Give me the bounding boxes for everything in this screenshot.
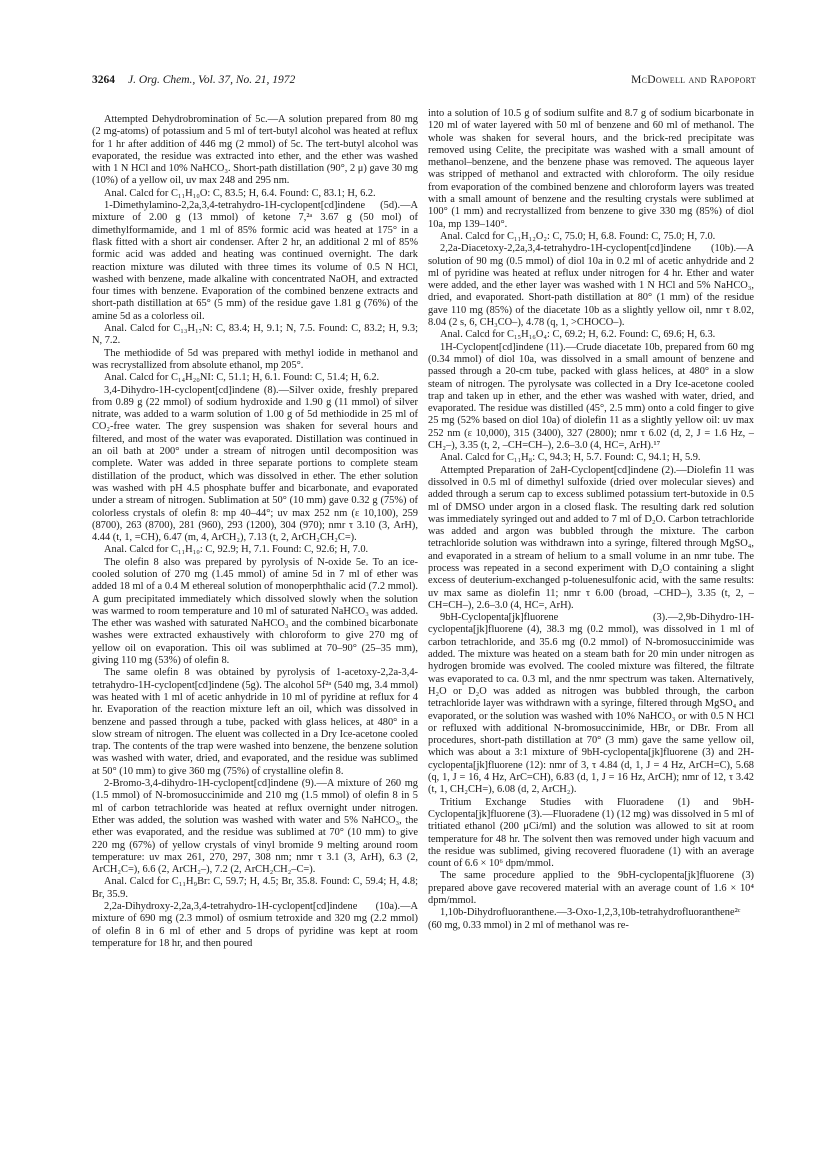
analysis-line: Anal. Calcd for C₁₁H₁₀: C, 92.9; H, 7.1. Found: C, 92.6; H, 7.0. <box>104 544 369 556</box>
paragraph: Attempted Preparation of 2aH-Cyclopent[cd]indene (2).—Diolefin 11 was dissolved in 0.5 ml of dimethyl sulfoxide (dried over molecular sieves) and added through a serum cap to excess sublimed potassium tert-butoxide in 0.5 ml of DMSO under argon in a closed flask. The resulting dark red solution was immediately syringed out and added to 7 ml of D₂O. Carbon tetrachloride was added and argon was bubbled through the mixture. The carbon tetrachloride solution was withdrawn into a syringe, filtered through MgSO₄, and evaporated in a stream of helium to a small volume in an nmr tube. The process was repeated in a second experiment with D₂O containing a slight excess of deuterium-exchanged p-toluenesulfonic acid, with the same results: uv max same as diolefin 11; nmr τ 6.00 (broad, –CHD–), 3.35 (t, 2, –CH=CH–), 2.6–3.0 (4, HC=, ArH). <box>428 464 754 611</box>
paragraph: The methiodide of 5d was prepared with methyl iodide in methanol and was recrystallized from absolute ethanol, mp 205°. <box>92 347 418 371</box>
page-number: 3264 <box>92 74 115 86</box>
running-header <box>92 74 756 92</box>
paragraph: 2,2a-Diacetoxy-2,2a,3,4-tetrahydro-1H-cyclopent[cd]indene (10b).—A solution of 90 mg (0.5 mmol) of diol 10a in 0.2 ml of acetic anhydride and 2 ml of pyridine was heated at reflux under nitrogen for 4 hr. Ether and water were added, and the ether layer was washed with 1 N HCl and 5% NaHCO₃, dried, and evaporated. Short-path distillation at 80° (1 mm) of the residue gave 110 mg (85%) of the diacetate 10b as a slightly yellow oil, nmr τ 8.02, 8.04 (2 s, 6, CH₃CO–), 4.78 (q, 1, >CHOCO–). <box>428 243 754 329</box>
analysis-line: Anal. Calcd for C₁₁H₁₀O: C, 83.5; H, 6.4. Found: C, 83.1; H, 6.2. <box>104 187 376 199</box>
paragraph: 1,10b-Dihydrofluoranthene.—3-Oxo-1,2,3,10b-tetrahydrofluoranthene²ᶜ (60 mg, 0.33 mmol) in 2 ml of methanol was re- <box>428 907 741 931</box>
paragraph: Attempted Dehydrobromination of 5c.—A solution prepared from 80 mg (2 mg-atoms) of potassium and 5 ml of tert-butyl alcohol was heated at reflux for 1 hr after addition of 446 mg (2 mmol) of 5c. The tert-butyl alcohol was evaporated, the residue was extracted into ether, and the ether was washed with 1 N HCl and 10% NaHCO₃. Short-path distillation (90°, 2 μ) gave 30 mg (10%) of a yellow oil, uv max 248 and 295 nm. <box>92 114 418 187</box>
paragraph: 3,4-Dihydro-1H-cyclopent[cd]indene (8).—Silver oxide, freshly prepared from 0.89 g (22 mmol) of sodium hydroxide and 1.90 g (11 mmol) of silver nitrate, was added to a warm solution of 1.00 g of 5d methiodide in 25 ml of CO₂-free water. The grey suspension was shaken for several hours and filtered, and most of the water was evaporated. Distillation was continued in an oil bath at 200° under a stream of nitrogen until decomposition was complete. Water was added in three separate portions to complete steam distillation of the product, which was dissolved in ether. The ether solution was washed with pH 4.5 phosphate buffer and bicarbonate, and evaporated under a stream of nitrogen. Sublimation at 50° (10 mm) gave 0.32 g (75%) of colorless crystals of olefin 8: mp 40–44°; uv max 252 nm (ε 10,100), 259 (8700), 263 (8700), 281 (960), 293 (1200), 304 (970); nmr τ 3.10 (3, ArH), 4.44 (t, 1, =CH), 6.47 (m, 4, ArCH₂), 7.13 (t, 2, ArCH₂CH₂C=). <box>92 384 418 544</box>
paragraph: 2-Bromo-3,4-dihydro-1H-cyclopent[cd]indene (9).—A mixture of 260 mg (1.5 mmol) of N-bromosuccinimide and 210 mg (1.5 mmol) of olefin 8 in 5 ml of carbon tetrachloride was heated at reflux overnight under nitrogen. Ether was added, the solution was washed with water and 5% NaHCO₃, the ether was evaporated, and the residue was sublimed at 70° (10 mm) to give 220 mg (67%) of yellow crystals of vinyl bromide 9 melting around room temperature: uv max 261, 270, 297, 308 nm; nmr τ 3.1 (3, ArH), 6.3 (2, ArCH₂C=), 6.6 (2, ArCH₂–), 7.2 (2, ArCH₂CH₂–C=). <box>92 778 418 876</box>
left-column <box>92 114 418 950</box>
paragraph: Tritium Exchange Studies with Fluoradene (1) and 9bH-Cyclopenta[jk]fluorene (3).—Fluoradene (1) (12 mg) was dissolved in 5 ml of tritiated ethanol (200 μCi/ml) and the solution was allowed to sit at room temperature for 48 hr. The solvent then was removed under high vacuum and the residue was sublimed, giving recovered fluoradene (1) with an average count of 6.6 × 10⁶ dpm/mmol. <box>428 796 754 870</box>
analysis-line: Anal. Calcd for C₁₃H₁₇N: C, 83.4; H, 9.1; N, 7.5. Found: C, 83.2; H, 9.3; N, 7.2. <box>92 323 418 347</box>
journal-citation: J. Org. Chem., Vol. 37, No. 21, 1972 <box>128 74 296 86</box>
paragraph: The same olefin 8 was obtained by pyrolysis of 1-acetoxy-2,2a-3,4-tetrahydro-1H-cyclopent[cd]indene (5g). The alcohol 5f²ᵃ (540 mg, 3.4 mmol) was heated with 1 ml of acetic anhydride in 10 ml of pyridine at reflux for 4 hr. Evaporation of the reaction mixture left an oil, which was dissolved in benzene and passed through a tube, packed with glass helices, at 480° in a slow stream of nitrogen. The eluent was collected in a Dry Ice-acetone cooled trap. The contents of the trap were washed into benzene, the benzene solution was washed with water, dried, and evaporated, and the residue was sublimed at 50° (10 mm) to give 360 mg (75%) of crystalline olefin 8. <box>92 667 418 777</box>
paragraph: 9bH-Cyclopenta[jk]fluorene (3).—2,9b-Dihydro-1H-cyclopenta[jk]fluorene (4), 38.3 mg (0.2 mmol), was dissolved in 1 ml of carbon tetrachloride, and 35.6 mg (0.2 mmol) of N-bromosuccinimide was added. The mixture was heated on a steam bath for 20 min under nitrogen as hydrogen bromide was evolved. The cooled mixture was filtered, the filtrate was evaporated to ca. 0.3 ml, and the nmr spectrum was taken. Alternatively, H₂O or D₂O was added as nitrogen was bubbled through, the carbon tetrachloride layer was withdrawn with a syringe, filtered through MgSO₄ and evaporated, or the solution was washed with 10% NaHCO₃ or with 0.5 N HCl or refluxed with additional N-bromosuccinimide, HBr, or DBr. From all procedures, short-path distillation at 70° (3 mm) gave the same yellow oil, which was about a 3:1 mixture of 9bH-cyclopenta[jk]fluorene (3) and 2H-cyclopenta[jk]fluorene (12): nmr of 3, τ 4.84 (d, 1, J = 4 Hz, ArCH=C), 5.68 (q, 1, J = 16, 4 Hz, ArC=CH), 6.83 (d, 1, J = 16 Hz, ArCH); nmr of 12, τ 3.42 (t, 1, CH₂CH=), 6.08 (d, 2, ArCH₂). <box>428 612 754 796</box>
running-authors: McDowell and Rapoport <box>631 74 756 86</box>
right-column <box>428 108 754 932</box>
analysis-line: Anal. Calcd for C₁₁H₁₂O₂: C, 75.0; H, 6.8. Found: C, 75.0; H, 7.0. <box>440 230 716 242</box>
paragraph: 1H-Cyclopent[cd]indene (11).—Crude diacetate 10b, prepared from 60 mg (0.34 mmol) of diol 10a, was dissolved in a small amount of benzene and passed through a 20-cm tube, packed with glass helices, at 480° in a slow steam of nitrogen. The pyrolysate was collected in a Dry Ice-acetone cooled trap and taken up in ether, and the ether was washed with water, dried, and evaporated. The residue was distilled (45°, 2.5 mm) onto a cold finger to give 25 mg (52% based on diol 10a) of diolefin 11 as a slightly yellow oil: uv max 252 nm (ε 10,000), 315 (3400), 327 (2800); nmr τ 6.02 (d, 2, J = 1.6 Hz, –CH₂–), 3.35 (t, 2, –CH=CH–), 2.6–3.0 (4, HC=, ArH).¹⁷ <box>428 341 754 452</box>
paragraph: 1-Dimethylamino-2,2a,3,4-tetrahydro-1H-cyclopent[cd]indene (5d).—A mixture of 2.00 g (13 mmol) of ketone 7,²ᵃ 3.67 g (50 mol) of dimethylformamide, and 1 ml of 85% formic acid was heated at 175° in a flask fitted with a short air condenser. After 2 hr, an additional 2 ml of 85% formic acid was added and heating was continued overnight. The dark reaction mixture was diluted with three times its volume of 0.5 N HCl, washed with benzene, made alkaline with concentrated NaOH, and extracted four times with benzene. Evaporation of the combined benzene extracts and short-path distillation at 65° (5 mm) of the residue gave 1.81 g (76%) of the amine 5d as a colorless oil. <box>92 200 418 322</box>
analysis-line: Anal. Calcd for C₁₄H₂₀NI: C, 51.1; H, 6.1. Found: C, 51.4; H, 6.2. <box>104 372 380 384</box>
paragraph: 2,2a-Dihydroxy-2,2a,3,4-tetrahydro-1H-cyclopent[cd]indene (10a).—A mixture of 690 mg (2.3 mmol) of osmium tetroxide and 320 mg (2.2 mmol) of olefin 8 in 6 ml of ether and 5 drops of pyridine was kept at room temperature for 18 hr, and then poured <box>92 901 418 949</box>
analysis-line: Anal. Calcd for C₁₁H₉Br: C, 59.7; H, 4.5; Br, 35.8. Found: C, 59.4; H, 4.8; Br, 35.9. <box>92 876 418 900</box>
analysis-line: Anal. Calcd for C₁₅H₁₆O₄: C, 69.2; H, 6.2. Found: C, 69.6; H, 6.3. <box>440 329 716 341</box>
paragraph: The olefin 8 also was prepared by pyrolysis of N-oxide 5e. To an ice-cooled solution of 270 mg (1.45 mmol) of amine 5d in 7 ml of ether was added 18 ml of a 0.4 M ethereal solution of monoperphthalic acid (7.2 mmol). A gum precipitated immediately which dissolved slowly when the solution was warmed to room temperature and 10 ml of saturated NaHCO₃ was added. The ether was washed with saturated NaHCO₃ and the combined bicarbonate washes were extracted exhaustively with chloroform to give 270 mg of yellow oil on evaporation. This oil was sublimed at 70–90° (25–35 mm), giving 110 mg (53%) of olefin 8. <box>92 556 418 667</box>
paragraph: into a solution of 10.5 g of sodium sulfite and 8.7 g of sodium bicarbonate in 120 ml of water layered with 50 ml of benzene and 60 ml of methanol. The whole was shaken for several hours, and the brick-red precipitate was removed using Celite, the precipitate was washed with a small amount of methanol–benzene, and the benzene phase was removed. The aqueous layer was stripped of methanol and extracted with chloroform. The oily residue from evaporation of the combined benzene and chloroform layers was treated with a small amount of benzene and the resulting crystals were sublimed at 100° (1 mm) and recrystallized from benzene to give 330 mg (85%) of diol 10a, mp 139–140°. <box>428 108 754 230</box>
analysis-line: Anal. Calcd for C₁₁H₈: C, 94.3; H, 5.7. Found: C, 94.1; H, 5.9. <box>440 452 701 464</box>
paragraph: The same procedure applied to the 9bH-cyclopenta[jk]fluorene (3) prepared above gave recovered material with an average count of 1.6 × 10⁴ dpm/mmol. <box>428 870 754 906</box>
